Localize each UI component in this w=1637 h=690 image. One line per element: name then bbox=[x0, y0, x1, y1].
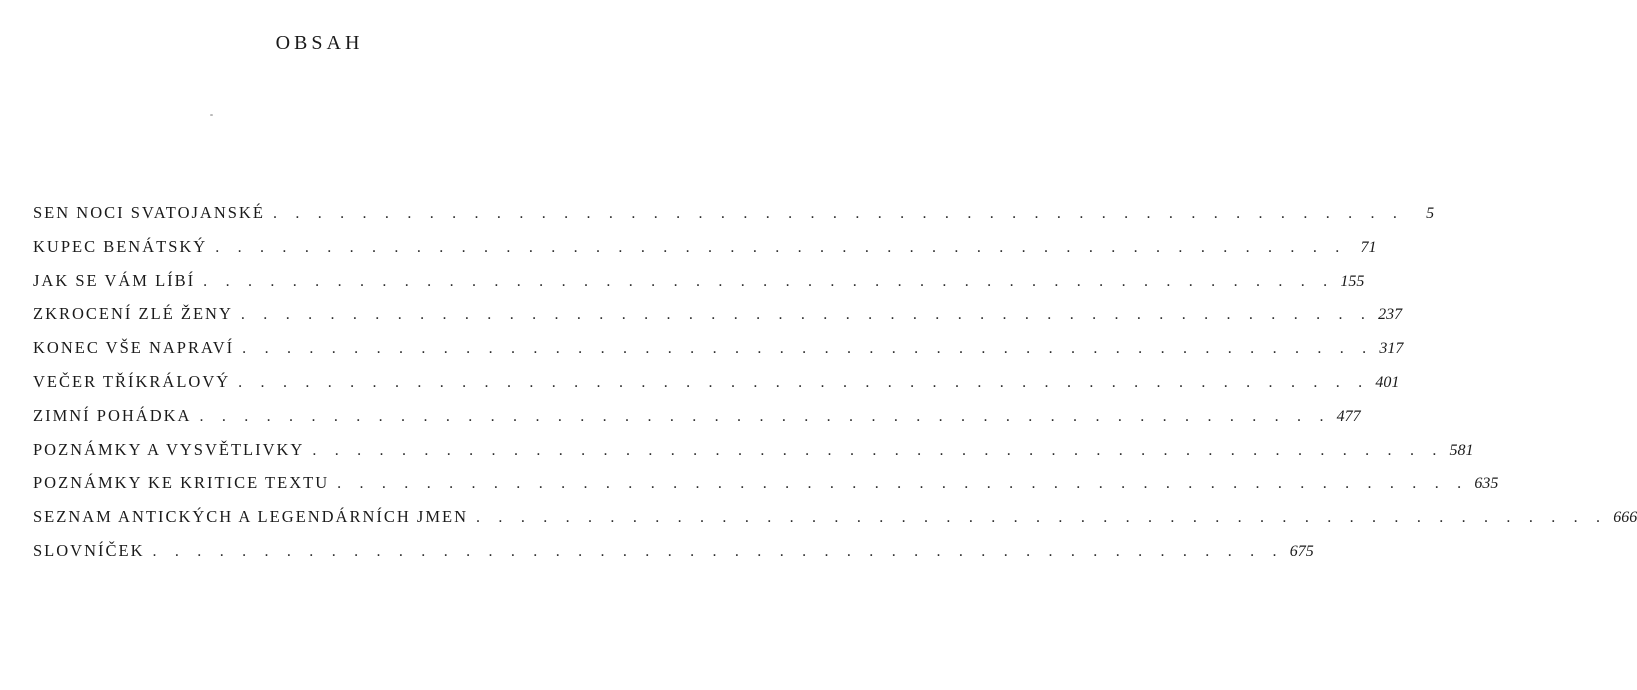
toc-entry-page: 71 bbox=[1360, 238, 1377, 256]
toc-dot-leader: . . . . . . . . . . . . . . . . . . . . . . . . . . . . . . . . . . . . . . . . . . . . . . . . . . . bbox=[203, 272, 1335, 290]
toc-dot-leader: . . . . . . . . . . . . . . . . . . . . . . . . . . . . . . . . . . . . . . . . . . . . . . . . . . . bbox=[476, 509, 1608, 527]
toc-dot-leader: . . . . . . . . . . . . . . . . . . . . . . . . . . . . . . . . . . . . . . . . . . . . . . . . . . . bbox=[337, 475, 1469, 493]
toc-entry-title: SLOVNÍČEK bbox=[33, 540, 145, 560]
toc-entry-title: SEZNAM ANTICKÝCH A LEGENDÁRNÍCH JMEN bbox=[33, 507, 469, 527]
toc-entry-page: 666 bbox=[1613, 509, 1637, 527]
paper-speck bbox=[210, 114, 213, 116]
table-of-contents bbox=[33, 203, 1637, 575]
toc-entry-page: 477 bbox=[1336, 407, 1361, 425]
toc-entry-title: POZNÁMKY KE KRITICE TEXTU bbox=[33, 473, 330, 493]
toc-entry-page: 675 bbox=[1289, 542, 1314, 560]
toc-entry bbox=[33, 507, 1637, 541]
toc-entry-title: SEN NOCI SVATOJANSKÉ bbox=[33, 203, 265, 222]
toc-entry bbox=[33, 236, 1377, 271]
toc-dot-leader: . . . . . . . . . . . . . . . . . . . . . . . . . . . . . . . . . . . . . . . . . . . . . . . . . . . bbox=[199, 407, 1331, 425]
toc-entry-page: 401 bbox=[1375, 373, 1400, 391]
toc-entry-title: KUPEC BENÁTSKÝ bbox=[33, 236, 208, 256]
toc-entry-title: ZIMNÍ POHÁDKA bbox=[33, 405, 192, 425]
toc-entry-title: JAK SE VÁM LÍBÍ bbox=[33, 270, 196, 290]
toc-dot-leader: . . . . . . . . . . . . . . . . . . . . . . . . . . . . . . . . . . . . . . . . . . . . . . . . . . . bbox=[272, 205, 1405, 222]
toc-entry-title: VEČER TŘÍKRÁLOVÝ bbox=[33, 371, 231, 391]
toc-dot-leader: . . . . . . . . . . . . . . . . . . . . . . . . . . . . . . . . . . . . . . . . . . . . . . . . . . . bbox=[240, 306, 1373, 324]
toc-entry bbox=[33, 371, 1400, 406]
toc-entry bbox=[33, 540, 1314, 575]
toc-entry bbox=[33, 338, 1404, 372]
toc-entry-page: 581 bbox=[1449, 441, 1474, 459]
toc-entry bbox=[33, 304, 1403, 338]
toc-dot-leader: . . . . . . . . . . . . . . . . . . . . . . . . . . . . . . . . . . . . . . . . . . . . . . . . . . . bbox=[152, 542, 1284, 560]
toc-entry-title: POZNÁMKY A VYSVĚTLIVKY bbox=[33, 439, 305, 459]
toc-entry-page: 635 bbox=[1474, 475, 1499, 493]
toc-entry bbox=[33, 439, 1474, 474]
toc-dot-leader: . . . . . . . . . . . . . . . . . . . . . . . . . . . . . . . . . . . . . . . . . . . . . . . . . . . bbox=[215, 238, 1347, 256]
toc-entry-title: KONEC VŠE NAPRAVÍ bbox=[33, 338, 235, 358]
toc-dot-leader: . . . . . . . . . . . . . . . . . . . . . . . . . . . . . . . . . . . . . . . . . . . . . . . . . . . bbox=[238, 373, 1370, 391]
toc-dot-leader: . . . . . . . . . . . . . . . . . . . . . . . . . . . . . . . . . . . . . . . . . . . . . . . . . . . bbox=[312, 441, 1444, 459]
page-title: OBSAH bbox=[275, 32, 364, 54]
toc-entry bbox=[33, 270, 1365, 305]
toc-entry-title: ZKROCENÍ ZLÉ ŽENY bbox=[33, 304, 233, 324]
toc-entry bbox=[33, 405, 1361, 440]
toc-dot-leader: . . . . . . . . . . . . . . . . . . . . . . . . . . . . . . . . . . . . . . . . . . . . . . . . . . . bbox=[242, 340, 1374, 358]
toc-entry-page: 155 bbox=[1340, 272, 1365, 290]
toc-entry-page: 237 bbox=[1378, 306, 1403, 324]
toc-entry-page: 5 bbox=[1426, 205, 1435, 222]
toc-entry bbox=[33, 203, 1435, 237]
toc-entry bbox=[33, 473, 1499, 507]
toc-entry-page: 317 bbox=[1379, 340, 1404, 358]
